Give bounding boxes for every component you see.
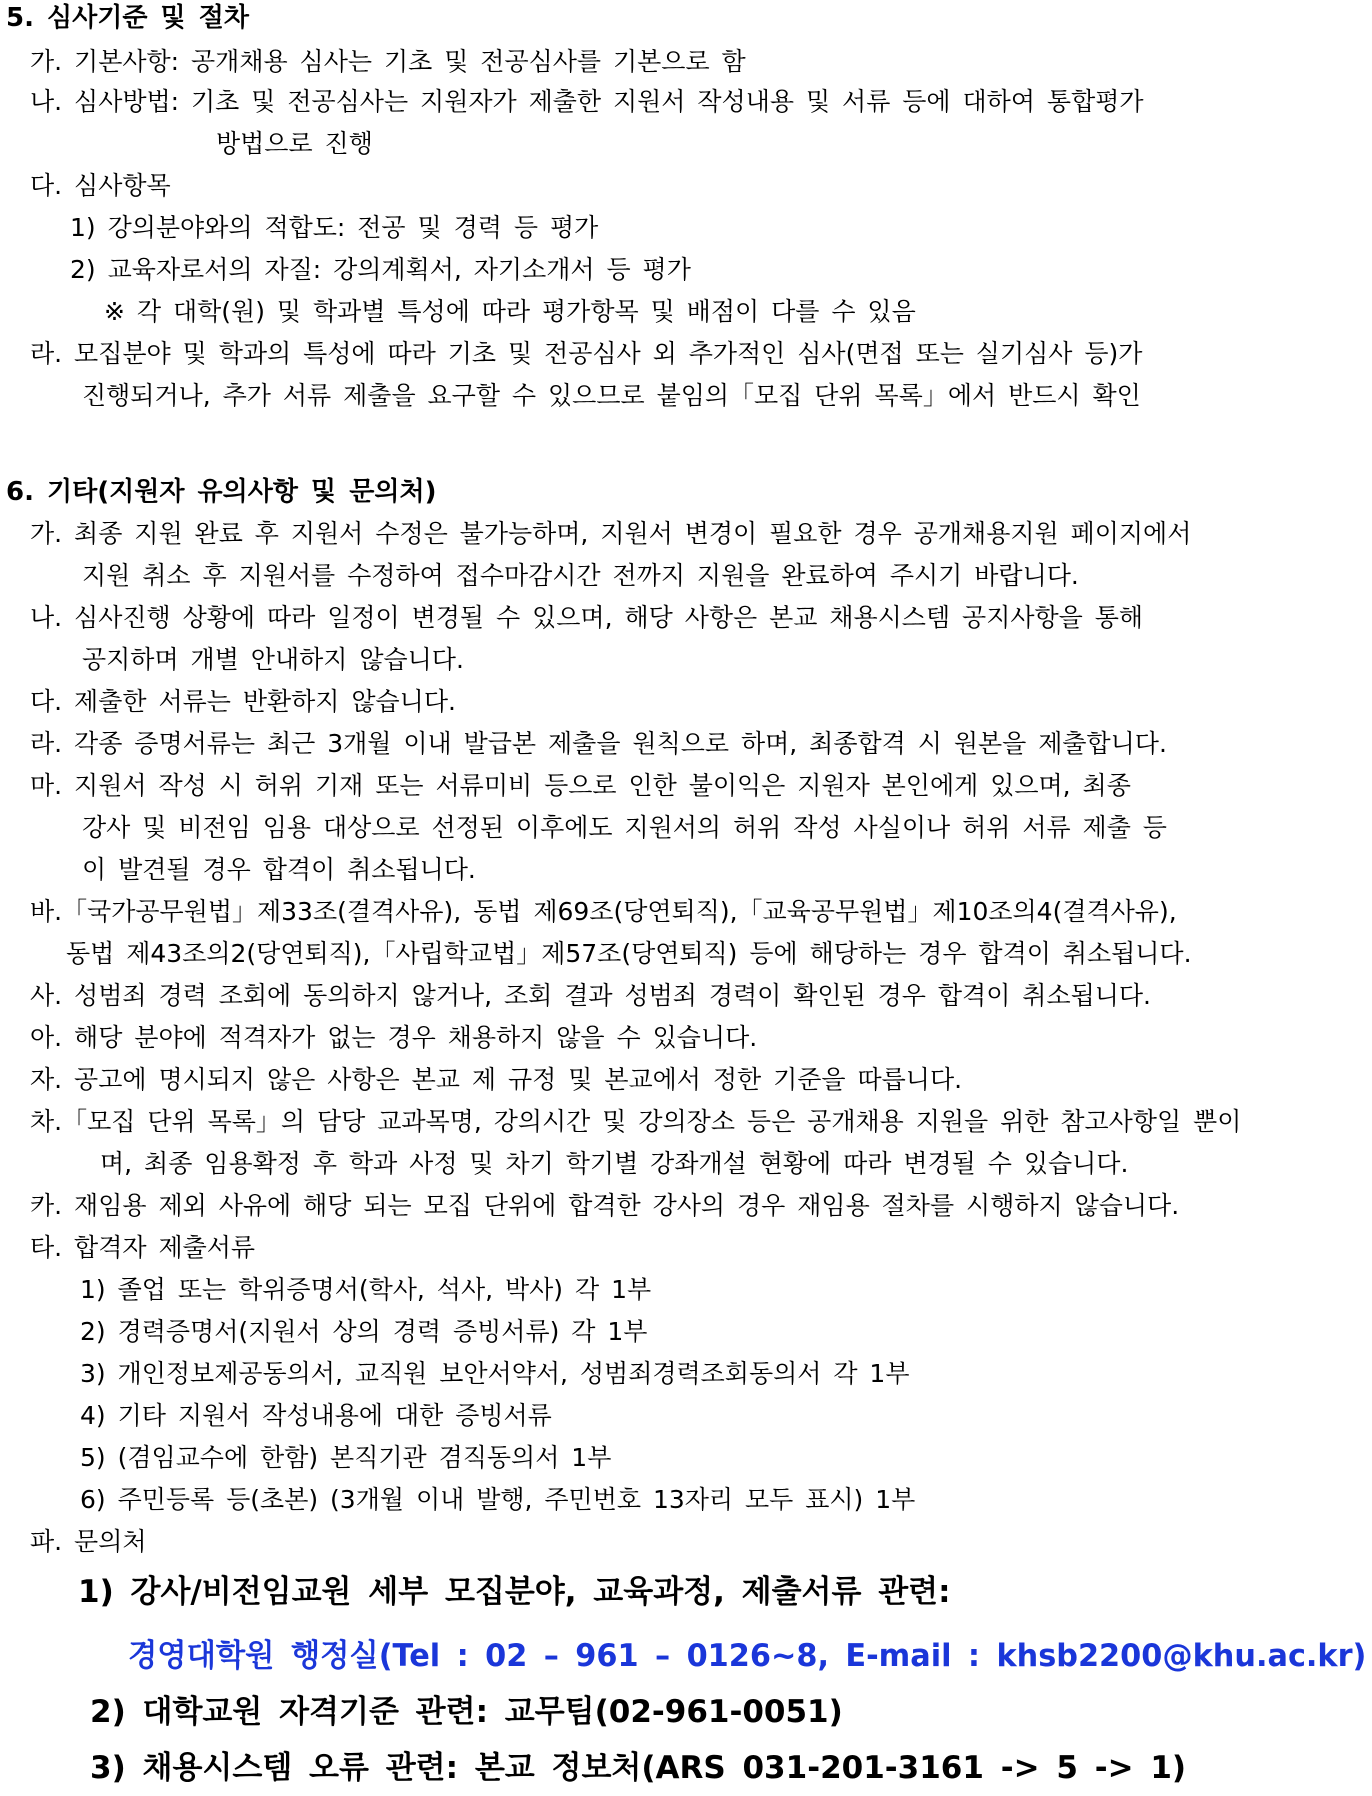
s6-item-ta-2: 2) 경력증명서(지원서 상의 경력 증빙서류) 각 1부 xyxy=(80,1317,648,1346)
s6-item-ta-4: 4) 기타 지원서 작성내용에 대한 증빙서류 xyxy=(80,1401,552,1430)
s6-item-ta-6: 6) 주민등록 등(초본) (3개월 이내 발행, 주민번호 13자리 모두 표시) 1부 xyxy=(80,1485,916,1514)
s6-item-na-line1: 나. 심사진행 상황에 따라 일정이 변경될 수 있으며, 해당 사항은 본교 채용시스템 공지사항을 통해 xyxy=(30,603,1144,632)
s6-item-ra: 라. 각종 증명서류는 최근 3개월 이내 발급본 제출을 원칙으로 하며, 최종합격 시 원본을 제출합니다. xyxy=(30,729,1167,758)
section-5-title: 5. 심사기준 및 절차 xyxy=(6,3,249,33)
contact-3: 3) 채용시스템 오류 관련: 본교 정보처(ARS 031-201-3161 -> 5 -> 1) xyxy=(90,1750,1187,1786)
s6-item-ba-line2: 동법 제43조의2(당연퇴직),「사립학교법」제57조(당연퇴직) 등에 해당하는 경우 합격이 취소됩니다. xyxy=(66,939,1192,968)
s6-item-ga-line1: 가. 최종 지원 완료 후 지원서 수정은 불가능하며, 지원서 변경이 필요한 경우 공개채용지원 페이지에서 xyxy=(30,519,1192,548)
s5-item-da-2: 2) 교육자로서의 자질: 강의계획서, 자기소개서 등 평가 xyxy=(70,255,691,284)
s6-item-ta-5: 5) (겸임교수에 한함) 본직기관 겸직동의서 1부 xyxy=(80,1443,612,1472)
s6-item-ma-line2: 강사 및 비전임 임용 대상으로 선정된 이후에도 지원서의 허위 작성 사실이나 허위 서류 제출 등 xyxy=(82,813,1167,842)
s6-item-sa: 사. 성범죄 경력 조회에 동의하지 않거나, 조회 결과 성범죄 경력이 확인된 경우 합격이 취소됩니다. xyxy=(30,981,1152,1010)
s5-item-na-line2: 방법으로 진행 xyxy=(216,129,373,158)
s6-item-pa: 파. 문의처 xyxy=(30,1527,147,1556)
contact-1-title: 1) 강사/비전임교원 세부 모집분야, 교육과정, 제출서류 관련: xyxy=(78,1574,951,1610)
s6-item-ba-line1: 바.「국가공무원법」제33조(결격사유), 동법 제69조(당연퇴직),「교육공무원법」제10조의4(결격사유), xyxy=(30,897,1177,926)
s6-item-ta-3: 3) 개인정보제공동의서, 교직원 보안서약서, 성범죄경력조회동의서 각 1부 xyxy=(80,1359,910,1388)
s6-item-ma-line1: 마. 지원서 작성 시 허위 기재 또는 서류미비 등으로 인한 불이익은 지원자 본인에게 있으며, 최종 xyxy=(30,771,1131,800)
s6-item-na-line2: 공지하며 개별 안내하지 않습니다. xyxy=(82,645,464,674)
s5-item-ga: 가. 기본사항: 공개채용 심사는 기초 및 전공심사를 기본으로 함 xyxy=(30,47,746,76)
s5-item-na-line1: 나. 심사방법: 기초 및 전공심사는 지원자가 제출한 지원서 작성내용 및 서류 등에 대하여 통합평가 xyxy=(30,87,1144,116)
s6-item-ta-1: 1) 졸업 또는 학위증명서(학사, 석사, 박사) 각 1부 xyxy=(80,1275,652,1304)
s6-item-ga-line2: 지원 취소 후 지원서를 수정하여 접수마감시간 전까지 지원을 완료하여 주시기 바랍니다. xyxy=(82,561,1079,590)
contact-1-detail: 경영대학원 행정실(Tel : 02 – 961 – 0126~8, E-mail : khsb2200@khu.ac.kr) xyxy=(128,1638,1367,1674)
s5-item-da-note: ※ 각 대학(원) 및 학과별 특성에 따라 평가항목 및 배점이 다를 수 있음 xyxy=(104,297,916,326)
s6-item-a: 아. 해당 분야에 적격자가 없는 경우 채용하지 않을 수 있습니다. xyxy=(30,1023,758,1052)
s5-item-da: 다. 심사항목 xyxy=(30,171,171,200)
contact-2: 2) 대학교원 자격기준 관련: 교무팀(02-961-0051) xyxy=(90,1694,843,1730)
s6-item-cha-line2: 며, 최종 임용확정 후 학과 사정 및 차기 학기별 강좌개설 현황에 따라 변경될 수 있습니다. xyxy=(100,1149,1129,1178)
s6-item-ma-line3: 이 발견될 경우 합격이 취소됩니다. xyxy=(82,855,476,884)
s5-item-ra-line1: 라. 모집분야 및 학과의 특성에 따라 기초 및 전공심사 외 추가적인 심사(면접 또는 실기심사 등)가 xyxy=(30,339,1143,368)
s5-item-da-1: 1) 강의분야와의 적합도: 전공 및 경력 등 평가 xyxy=(70,213,599,242)
s6-item-ja: 자. 공고에 명시되지 않은 사항은 본교 제 규정 및 본교에서 정한 기준을 따릅니다. xyxy=(30,1065,963,1094)
s6-item-ta: 타. 합격자 제출서류 xyxy=(30,1233,256,1262)
s6-item-cha-line1: 차.「모집 단위 목록」의 담당 교과목명, 강의시간 및 강의장소 등은 공개채용 지원을 위한 참고사항일 뿐이 xyxy=(30,1107,1242,1136)
s5-item-ra-line2: 진행되거나, 추가 서류 제출을 요구할 수 있으므로 붙임의「모집 단위 목록」에서 반드시 확인 xyxy=(82,381,1141,410)
s6-item-da: 다. 제출한 서류는 반환하지 않습니다. xyxy=(30,687,456,716)
s6-item-ka: 카. 재임용 제외 사유에 해당 되는 모집 단위에 합격한 강사의 경우 재임용 절차를 시행하지 않습니다. xyxy=(30,1191,1180,1220)
section-6-title: 6. 기타(지원자 유의사항 및 문의처) xyxy=(6,477,437,507)
